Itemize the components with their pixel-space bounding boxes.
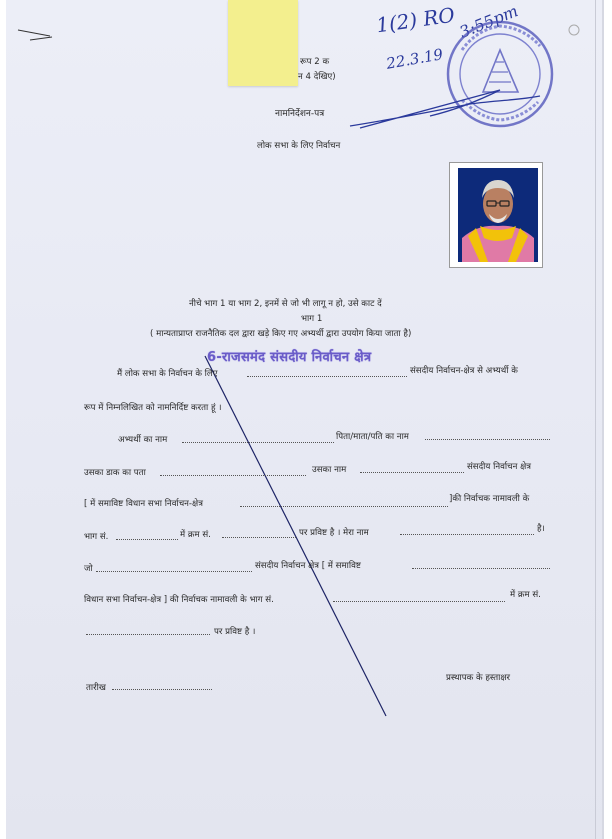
page-corner-mark <box>18 30 52 40</box>
date-blank[interactable] <box>112 689 212 690</box>
strike-instruction: नीचे भाग 1 या भाग 2, इनमें से जो भी लागू न हो, उसे काट दें <box>189 299 382 309</box>
electoral-roll-label: ]की निर्वाचक नामावली के <box>449 494 530 504</box>
assembly-constituency-blank[interactable] <box>240 506 448 507</box>
proposer-roll-label: विधान सभा निर्वाचन-क्षेत्र ] की निर्वाचक नामावली के भाग सं. <box>84 595 274 605</box>
handwritten-date: 22.3.19 <box>384 45 445 73</box>
form-number: रूप 2 क <box>300 57 330 67</box>
postal-address-label: उसका डाक का पता <box>84 468 146 478</box>
assembly-constituency-label: [ में समाविष्ट विधान सभा निर्वाचन-क्षेत्र <box>84 499 203 509</box>
handwritten-ref: 1(2) RO <box>374 2 457 38</box>
proposer-part-no-blank[interactable] <box>333 601 505 602</box>
serial-no-label: में क्रम सं. <box>180 530 211 540</box>
entered-my-name-label: पर प्रविष्ट है । मेरा नाम <box>299 528 369 538</box>
corner-punch-mark <box>569 25 579 35</box>
part-heading: भाग 1 <box>301 314 323 324</box>
serial-no-blank[interactable] <box>222 537 296 538</box>
parent-name-blank[interactable] <box>425 439 550 440</box>
part-no-blank[interactable] <box>116 539 178 540</box>
postal-address-blank[interactable] <box>160 475 306 476</box>
candidate-portrait <box>458 168 538 262</box>
line1-text-b: संसदीय निर्वाचन-क्षेत्र से अभ्यर्थी के <box>410 366 518 376</box>
handwritten-time: 3:55pm <box>456 1 521 42</box>
proposer-signature-label: प्रस्थापक के हस्ताक्षर <box>446 673 511 683</box>
candidate-name-blank[interactable] <box>182 442 334 443</box>
rule-reference: न 4 देखिए) <box>298 72 336 82</box>
form-subtitle: लोक सभा के लिए निर्वाचन <box>257 141 341 151</box>
proposer-serial-label: में क्रम सं. <box>510 590 541 600</box>
official-seal <box>448 22 552 126</box>
proposer-assembly-blank[interactable] <box>412 568 550 569</box>
part-no-label: भाग सं. <box>84 532 109 542</box>
proposer-name-blank[interactable] <box>400 534 534 535</box>
is-label: है। <box>537 524 545 534</box>
comprised-in-label: संसदीय निर्वाचन क्षेत्र [ में समाविष्ट <box>255 561 361 571</box>
line1-text-a: मैं लोक सभा के निर्वाचन के लिए <box>117 369 218 379</box>
part-note: ( मान्यताप्राप्त राजनैतिक दल द्वारा खड़े किए गए अभ्यर्थी द्वारा उपयोग किया जाता है) <box>150 329 412 339</box>
candidate-photo <box>458 168 538 262</box>
constituency-blank[interactable] <box>247 376 407 377</box>
signature <box>350 90 540 128</box>
proposer-constituency-blank[interactable] <box>96 571 252 572</box>
which-label: जो <box>84 564 93 574</box>
his-name-label: उसका नाम <box>312 465 347 475</box>
proposer-serial-blank[interactable] <box>86 634 210 635</box>
his-name-blank[interactable] <box>360 472 464 473</box>
line2-text: रूप में निम्नलिखित को नामनिर्दिष्ट करता हूं । <box>84 403 222 413</box>
form-title: नामनिर्देशन-पत्र <box>275 109 325 119</box>
date-label: तारीख <box>86 683 106 693</box>
candidate-name-label: अभ्यर्थी का नाम <box>118 435 168 445</box>
parliamentary-constituency-label: संसदीय निर्वाचन क्षेत्र <box>467 462 531 472</box>
constituency-stamp: 6-राजसमंद संसदीय निर्वाचन क्षेत्र <box>207 350 372 365</box>
entered-label: पर प्रविष्ट है । <box>214 627 256 637</box>
parent-name-label: पिता/माता/पति का नाम <box>336 432 409 442</box>
